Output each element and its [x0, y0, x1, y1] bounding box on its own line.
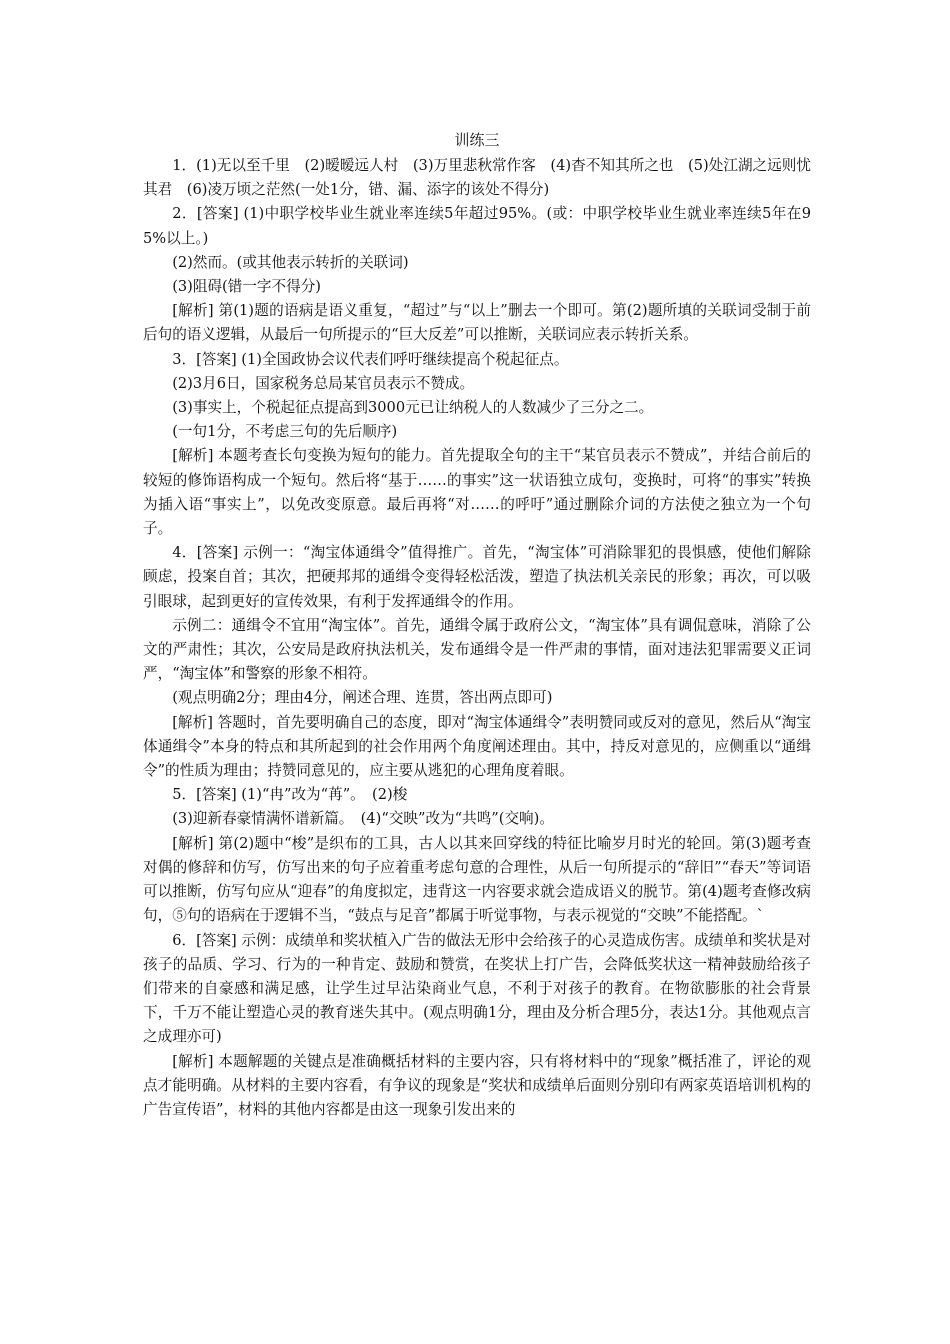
- paragraph-q2-analysis: [解析] 第(1)题的语病是语义重复，“超过”与“以上”删去一个即可。第(2)题所填的关联词受制于前后句的语义逻辑，从最后一句所提示的“巨大反差”可以推断，关联词应表示转折关系。: [143, 302, 811, 344]
- document-page: [143, 126, 811, 1122]
- paragraph-q5-answer: 5．[答案] (1)“冉”改为“苒”。 (2)梭: [172, 786, 408, 804]
- paragraph-q6-analysis: [解析] 本题解题的关键点是准确概括材料的主要内容，只有将材料中的“现象”概括准了，评论的观点才能明确。从材料的主要内容看，有争议的现象是“奖状和成绩单后面则分别印有两家英语培训机构的广告宣传语”，材料的其他内容都是由这一现象引发出来的: [143, 1052, 811, 1118]
- paragraph-q6-answer: 6．[答案] 示例：成绩单和奖状植入广告的做法无形中会给孩子的心灵造成伤害。成绩单和奖状是对孩子的品质、学习、行为的一种肯定、鼓励和赞赏，在奖状上打广告，会降低奖状这一精神鼓励给孩子们带来的自豪感和满足感，让学生过早沾染商业气息，不利于对孩子的教育。在物欲膨胀的社会背景下，千万不能让塑造心灵的教育迷失其中。(观点明确1分，理由及分析合理5分，表达1分。其他观点言之成理亦可): [143, 931, 811, 1046]
- paragraph-q4-example1: 4．[答案] 示例一：“淘宝体通缉令”值得推广。首先，“淘宝体”可消除罪犯的畏惧感，使他们解除顾虑，投案自首；其次，把硬邦邦的通缉令变得轻松活泼，塑造了执法机关亲民的形象；再次，可以吸引眼球，起到更好的宣传效果，有利于发挥通缉令的作用。: [143, 544, 811, 610]
- paragraph-q2-part2: (2)然而。(或其他表示转折的关联词): [172, 253, 409, 271]
- paragraph-q3-part3: (3)事实上，个税起征点提高到3000元已让纳税人的人数减少了三分之二。: [172, 399, 654, 417]
- paragraph-q2-part3: (3)阻碍(错一字不得分): [172, 278, 321, 296]
- paragraph-q4-scoring: (观点明确2分；理由4分，阐述合理、连贯，答出两点即可): [172, 689, 553, 707]
- paragraph-q4-analysis: [解析] 答题时，首先要明确自己的态度，即对“淘宝体通缉令”表明赞同或反对的意见，然后从“淘宝体通缉令”本身的特点和其所起到的社会作用两个角度阐述理由。其中，持反对意见的，应侧重以“通缉令”的性质为理由；持赞同意见的，应主要从逃犯的心理角度着眼。: [143, 713, 811, 780]
- paragraph-q3-analysis: [解析] 本题考查长句变换为短句的能力。首先提取全句的主干“某官员表示不赞成”，并结合前后的较短的修饰语构成一个短句。然后将“基于……的事实”这一状语独立成句，变换时，可将“的事实”转换为插入语“事实上”，以免改变原意。最后再将“对……的呼吁”通过删除介词的方法使之独立为一个句子。: [143, 447, 811, 538]
- page-title: 训练三: [454, 131, 500, 149]
- paragraph-q5-part2: (3)迎新春豪情满怀谱新篇。 (4)“交映”改为“共鸣”(交响)。: [172, 810, 554, 828]
- paragraph-q3-scoring: (一句1分，不考虑三句的先后顺序): [172, 423, 398, 441]
- paragraph-q1: 1．(1)无以至千里 (2)暧暧远人村 (3)万里悲秋常作客 (4)杳不知其所之也 (5)处江湖之远则忧其君 (6)凌万顷之茫然(一处1分，错、漏、添字的该处不得分): [143, 157, 811, 199]
- paragraph-q4-example2: 示例二：通缉令不宜用“淘宝体”。首先，通缉令属于政府公文，“淘宝体”具有调侃意味，消除了公文的严肃性；其次，公安局是政府执法机关，发布通缉令是一件严肃的事情，面对违法犯罪需要义正词严，“淘宝体”和警察的形象不相符。: [143, 616, 811, 683]
- paragraph-q5-analysis: [解析] 第(2)题中“梭”是织布的工具，古人以其来回穿线的特征比喻岁月时光的轮回。第(3)题考查对偶的修辞和仿写，仿写出来的句子应着重考虑句意的合理性，从后一句所提示的“辞旧”“春天”等词语可以推断，仿写句应从“迎春”的角度拟定，违背这一内容要求就会造成语义的脱节。第(4)题考查修改病句，⑤句的语病在于逻辑不当，“鼓点与足音”都属于听觉事物，与表示视觉的“交映”不能搭配。`: [143, 834, 811, 925]
- paragraph-q3-answer: 3．[答案] (1)全国政协会议代表们呼吁继续提高个税起征点。: [172, 350, 569, 368]
- paragraph-q2-answer: 2．[答案] (1)中职学校毕业生就业率连续5年超过95%。(或：中职学校毕业生就业率连续5年在95%以上。): [143, 205, 811, 247]
- paragraph-q3-part2: (2)3月6日，国家税务总局某官员表示不赞成。: [172, 374, 475, 392]
